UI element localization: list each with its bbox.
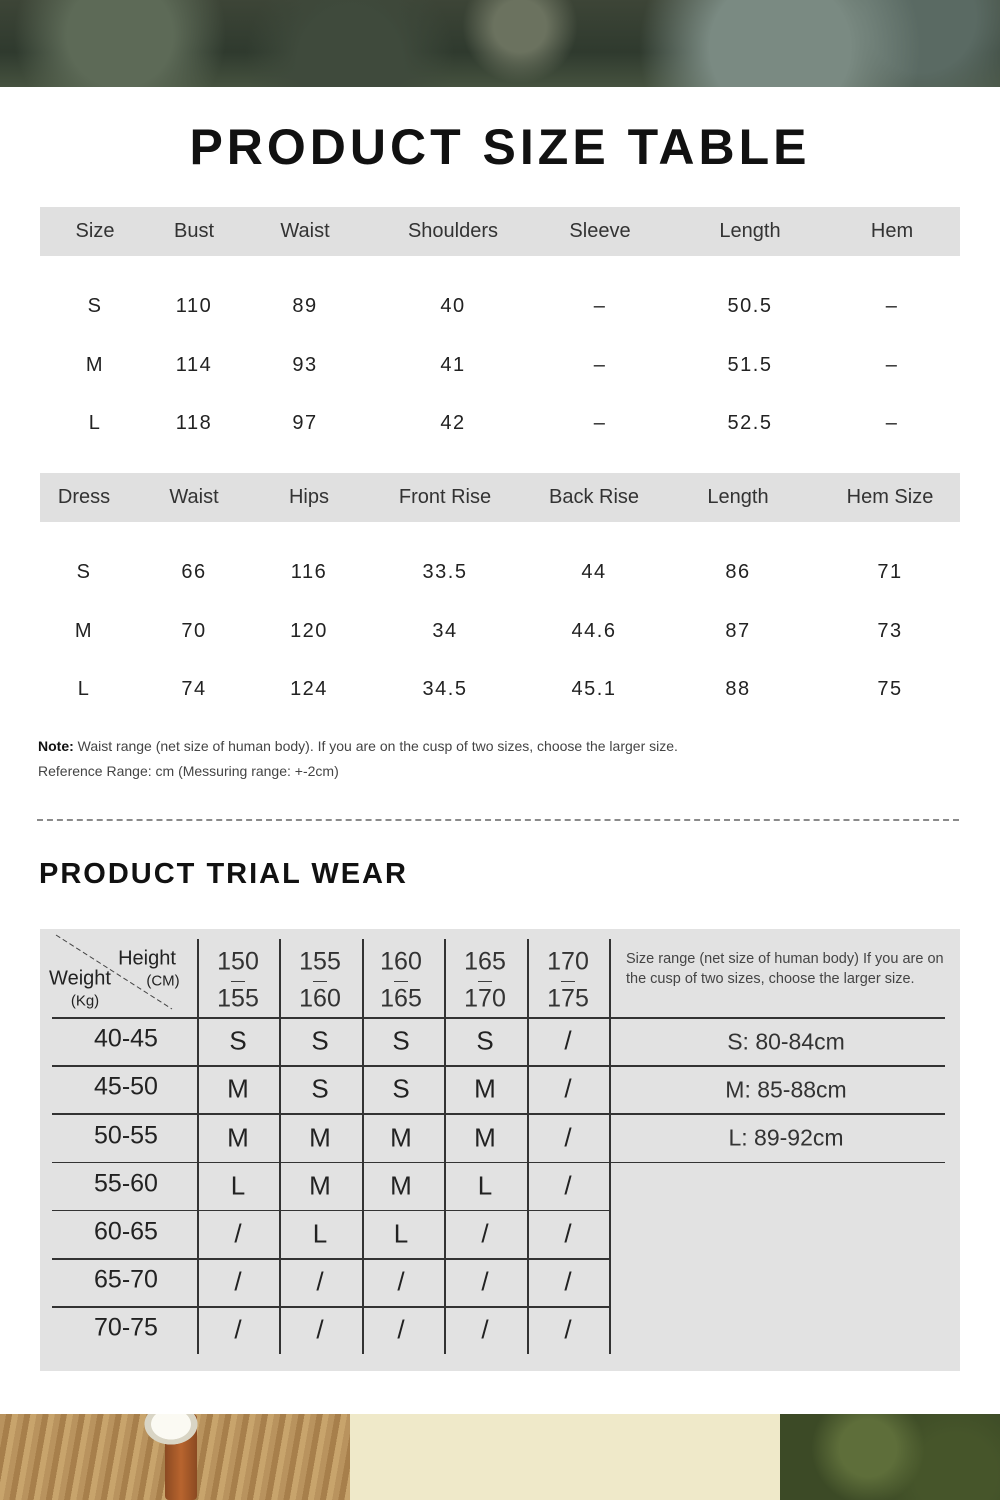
grid-row-rule	[52, 1306, 609, 1308]
top-table-cell: 42	[440, 412, 466, 434]
height-range-end: 160	[299, 984, 341, 1013]
top-table-header-5: Length	[719, 220, 781, 242]
dress-table-header-0: Dress	[57, 486, 111, 508]
weight-range: 40-45	[94, 1024, 158, 1053]
corner-weight-label: Weight	[49, 967, 111, 990]
top-table-cell: L	[88, 412, 102, 434]
recommended-size: /	[564, 1073, 572, 1104]
recommended-size: S	[229, 1025, 247, 1056]
dress-table-header-4: Back Rise	[548, 486, 640, 508]
bottom-photo-strip	[0, 1414, 1000, 1500]
trial-wear-title: PRODUCT TRIAL WEAR	[39, 858, 408, 890]
top-table-cell: S	[87, 295, 103, 317]
recommended-size: /	[234, 1218, 242, 1249]
recommended-size: M	[227, 1073, 249, 1104]
note-line-1	[38, 738, 678, 754]
top-table-cell: 97	[292, 412, 318, 434]
recommended-size: /	[564, 1122, 572, 1152]
recommended-size: M	[474, 1073, 496, 1104]
recommended-size: S	[392, 1073, 410, 1104]
top-table-cell: –	[593, 412, 607, 434]
recommended-size: S	[476, 1025, 494, 1056]
recommended-size: /	[564, 1025, 572, 1056]
dress-table-cell: M	[74, 620, 94, 642]
height-range-start: 165	[464, 947, 506, 976]
dress-table-cell: 34	[432, 620, 458, 642]
grid-column-rule	[527, 939, 529, 1354]
recommended-size: /	[481, 1218, 489, 1249]
height-range-end: 175	[547, 984, 589, 1013]
height-range-start: 150	[217, 947, 259, 976]
recommended-size: L	[477, 1170, 493, 1201]
top-table-cell: M	[85, 354, 105, 376]
recommended-size: /	[234, 1314, 242, 1345]
dress-table-cell: 120	[290, 620, 328, 642]
top-table-cell: –	[593, 295, 607, 317]
weight-range: 65-70	[94, 1265, 158, 1294]
top-table-cell: 93	[292, 354, 318, 376]
recommended-size: L	[393, 1218, 409, 1249]
size-range-value: S: 80-84cm	[727, 1028, 845, 1055]
top-table-cell: 118	[175, 412, 213, 434]
recommended-size: /	[481, 1314, 489, 1345]
recommended-size: M	[227, 1122, 249, 1152]
grid-row-rule	[52, 1065, 945, 1067]
dress-table-cell: S	[76, 561, 92, 583]
height-range-separator: —	[231, 972, 245, 988]
top-table-header-6: Hem	[870, 220, 914, 242]
dress-table-cell: 73	[877, 620, 903, 642]
dress-table-cell: L	[77, 678, 91, 700]
recommended-size: M	[390, 1170, 412, 1201]
dress-table-cell: 74	[181, 678, 207, 700]
grid-column-rule	[444, 939, 446, 1354]
recommended-size: M	[390, 1122, 412, 1152]
note-line-2: Reference Range: cm (Messuring range: +-2cm)	[38, 763, 339, 779]
recommended-size: /	[234, 1266, 242, 1297]
top-table-cell: –	[885, 354, 899, 376]
note-label: Note:	[38, 738, 74, 754]
height-range-separator: —	[394, 972, 408, 988]
dress-table-cell: 75	[877, 678, 903, 700]
dress-table-header-1: Waist	[169, 486, 219, 508]
height-range-separator: —	[313, 972, 327, 988]
flower	[140, 1414, 202, 1448]
trial-wear-table	[40, 929, 960, 1371]
dress-table-cell: 70	[181, 620, 207, 642]
dress-table-header-3: Front Rise	[398, 486, 492, 508]
recommended-size: /	[564, 1314, 572, 1345]
weight-range: 55-60	[94, 1169, 158, 1198]
recommended-size: S	[311, 1025, 329, 1056]
height-range-start: 155	[299, 947, 341, 976]
grid-row-rule	[52, 1113, 945, 1115]
dress-table-cell: 124	[290, 678, 328, 700]
note-text: Waist range (net size of human body). If you are on the cusp of two sizes, choose the larger size.	[73, 738, 678, 754]
recommended-size: S	[392, 1025, 410, 1056]
recommended-size: M	[309, 1170, 331, 1201]
dress-table-cell: 86	[725, 561, 751, 583]
section-divider	[37, 819, 959, 821]
dress-table-cell: 87	[725, 620, 751, 642]
recommended-size: M	[309, 1122, 331, 1152]
dress-size-table	[40, 473, 960, 723]
top-table-cell: 110	[175, 295, 213, 317]
height-range-separator: —	[561, 972, 575, 988]
top-table-cell: 52.5	[727, 412, 773, 434]
top-table-header-3: Shoulders	[407, 220, 499, 242]
dress-table-cell: 44.6	[571, 620, 617, 642]
grid-column-rule	[609, 939, 611, 1354]
corner-cm-label: (CM)	[146, 972, 180, 990]
top-size-table	[40, 207, 960, 457]
greenery	[780, 1414, 1000, 1500]
size-range-note: Size range (net size of human body) If you are on the cusp of two sizes, choose the larger size.	[626, 951, 944, 987]
dress-table-cell: 45.1	[571, 678, 617, 700]
weight-range: 45-50	[94, 1072, 158, 1101]
top-table-header-2: Waist	[280, 220, 330, 242]
dress-table-cell: 44	[581, 561, 607, 583]
top-table-header-1: Bust	[173, 220, 215, 242]
recommended-size: L	[230, 1170, 246, 1201]
recommended-size: /	[316, 1314, 324, 1345]
grid-row-rule	[52, 1258, 609, 1260]
weight-range: 50-55	[94, 1121, 158, 1149]
top-photo-strip	[0, 0, 1000, 87]
dress-table-cell: 33.5	[422, 561, 468, 583]
height-range-end: 170	[464, 984, 506, 1013]
top-table-cell: 41	[440, 354, 466, 376]
weight-range: 70-75	[94, 1313, 158, 1342]
size-range-value: L: 89-92cm	[728, 1124, 844, 1151]
recommended-size: /	[564, 1266, 572, 1297]
top-table-cell: –	[885, 295, 899, 317]
corner-height-label: Height	[118, 947, 176, 970]
grid-row-rule	[52, 1210, 609, 1212]
top-table-cell: –	[885, 412, 899, 434]
size-range-value: M: 85-88cm	[725, 1076, 847, 1103]
dress-table-cell: 66	[181, 561, 207, 583]
height-range-start: 160	[380, 947, 422, 976]
top-table-cell: 51.5	[727, 354, 773, 376]
grid-column-rule	[279, 939, 281, 1354]
dress-table-cell: 88	[725, 678, 751, 700]
weight-range: 60-65	[94, 1217, 158, 1246]
dress-table-cell: 34.5	[422, 678, 468, 700]
height-range-separator: —	[478, 972, 492, 988]
top-table-cell: 40	[440, 295, 466, 317]
recommended-size: /	[316, 1266, 324, 1297]
recommended-size: L	[312, 1218, 328, 1249]
grid-column-rule	[362, 939, 364, 1354]
grid-row-rule	[52, 1017, 945, 1019]
top-table-cell: –	[593, 354, 607, 376]
recommended-size: /	[397, 1314, 405, 1345]
grid-row-rule	[52, 1162, 945, 1164]
top-table-cell: 89	[292, 295, 318, 317]
recommended-size: /	[397, 1266, 405, 1297]
recommended-size: /	[481, 1266, 489, 1297]
height-range-start: 170	[547, 947, 589, 976]
top-table-header-0: Size	[75, 220, 115, 242]
recommended-size: S	[311, 1073, 329, 1104]
dress-table-cell: 116	[290, 561, 328, 583]
dress-table-header-6: Hem Size	[846, 486, 934, 508]
dress-table-cell: 71	[877, 561, 903, 583]
top-table-header-4: Sleeve	[569, 220, 631, 242]
dress-table-header-2: Hips	[288, 486, 330, 508]
height-range-end: 155	[217, 984, 259, 1013]
recommended-size: /	[564, 1218, 572, 1249]
page-title: PRODUCT SIZE TABLE	[189, 119, 811, 175]
top-table-cell: 114	[175, 354, 213, 376]
recommended-size: /	[564, 1170, 572, 1201]
height-range-end: 165	[380, 984, 422, 1013]
top-table-cell: 50.5	[727, 295, 773, 317]
dress-table-header-5: Length	[707, 486, 769, 508]
recommended-size: M	[474, 1122, 496, 1152]
corner-kg-label: (Kg)	[70, 992, 100, 1010]
